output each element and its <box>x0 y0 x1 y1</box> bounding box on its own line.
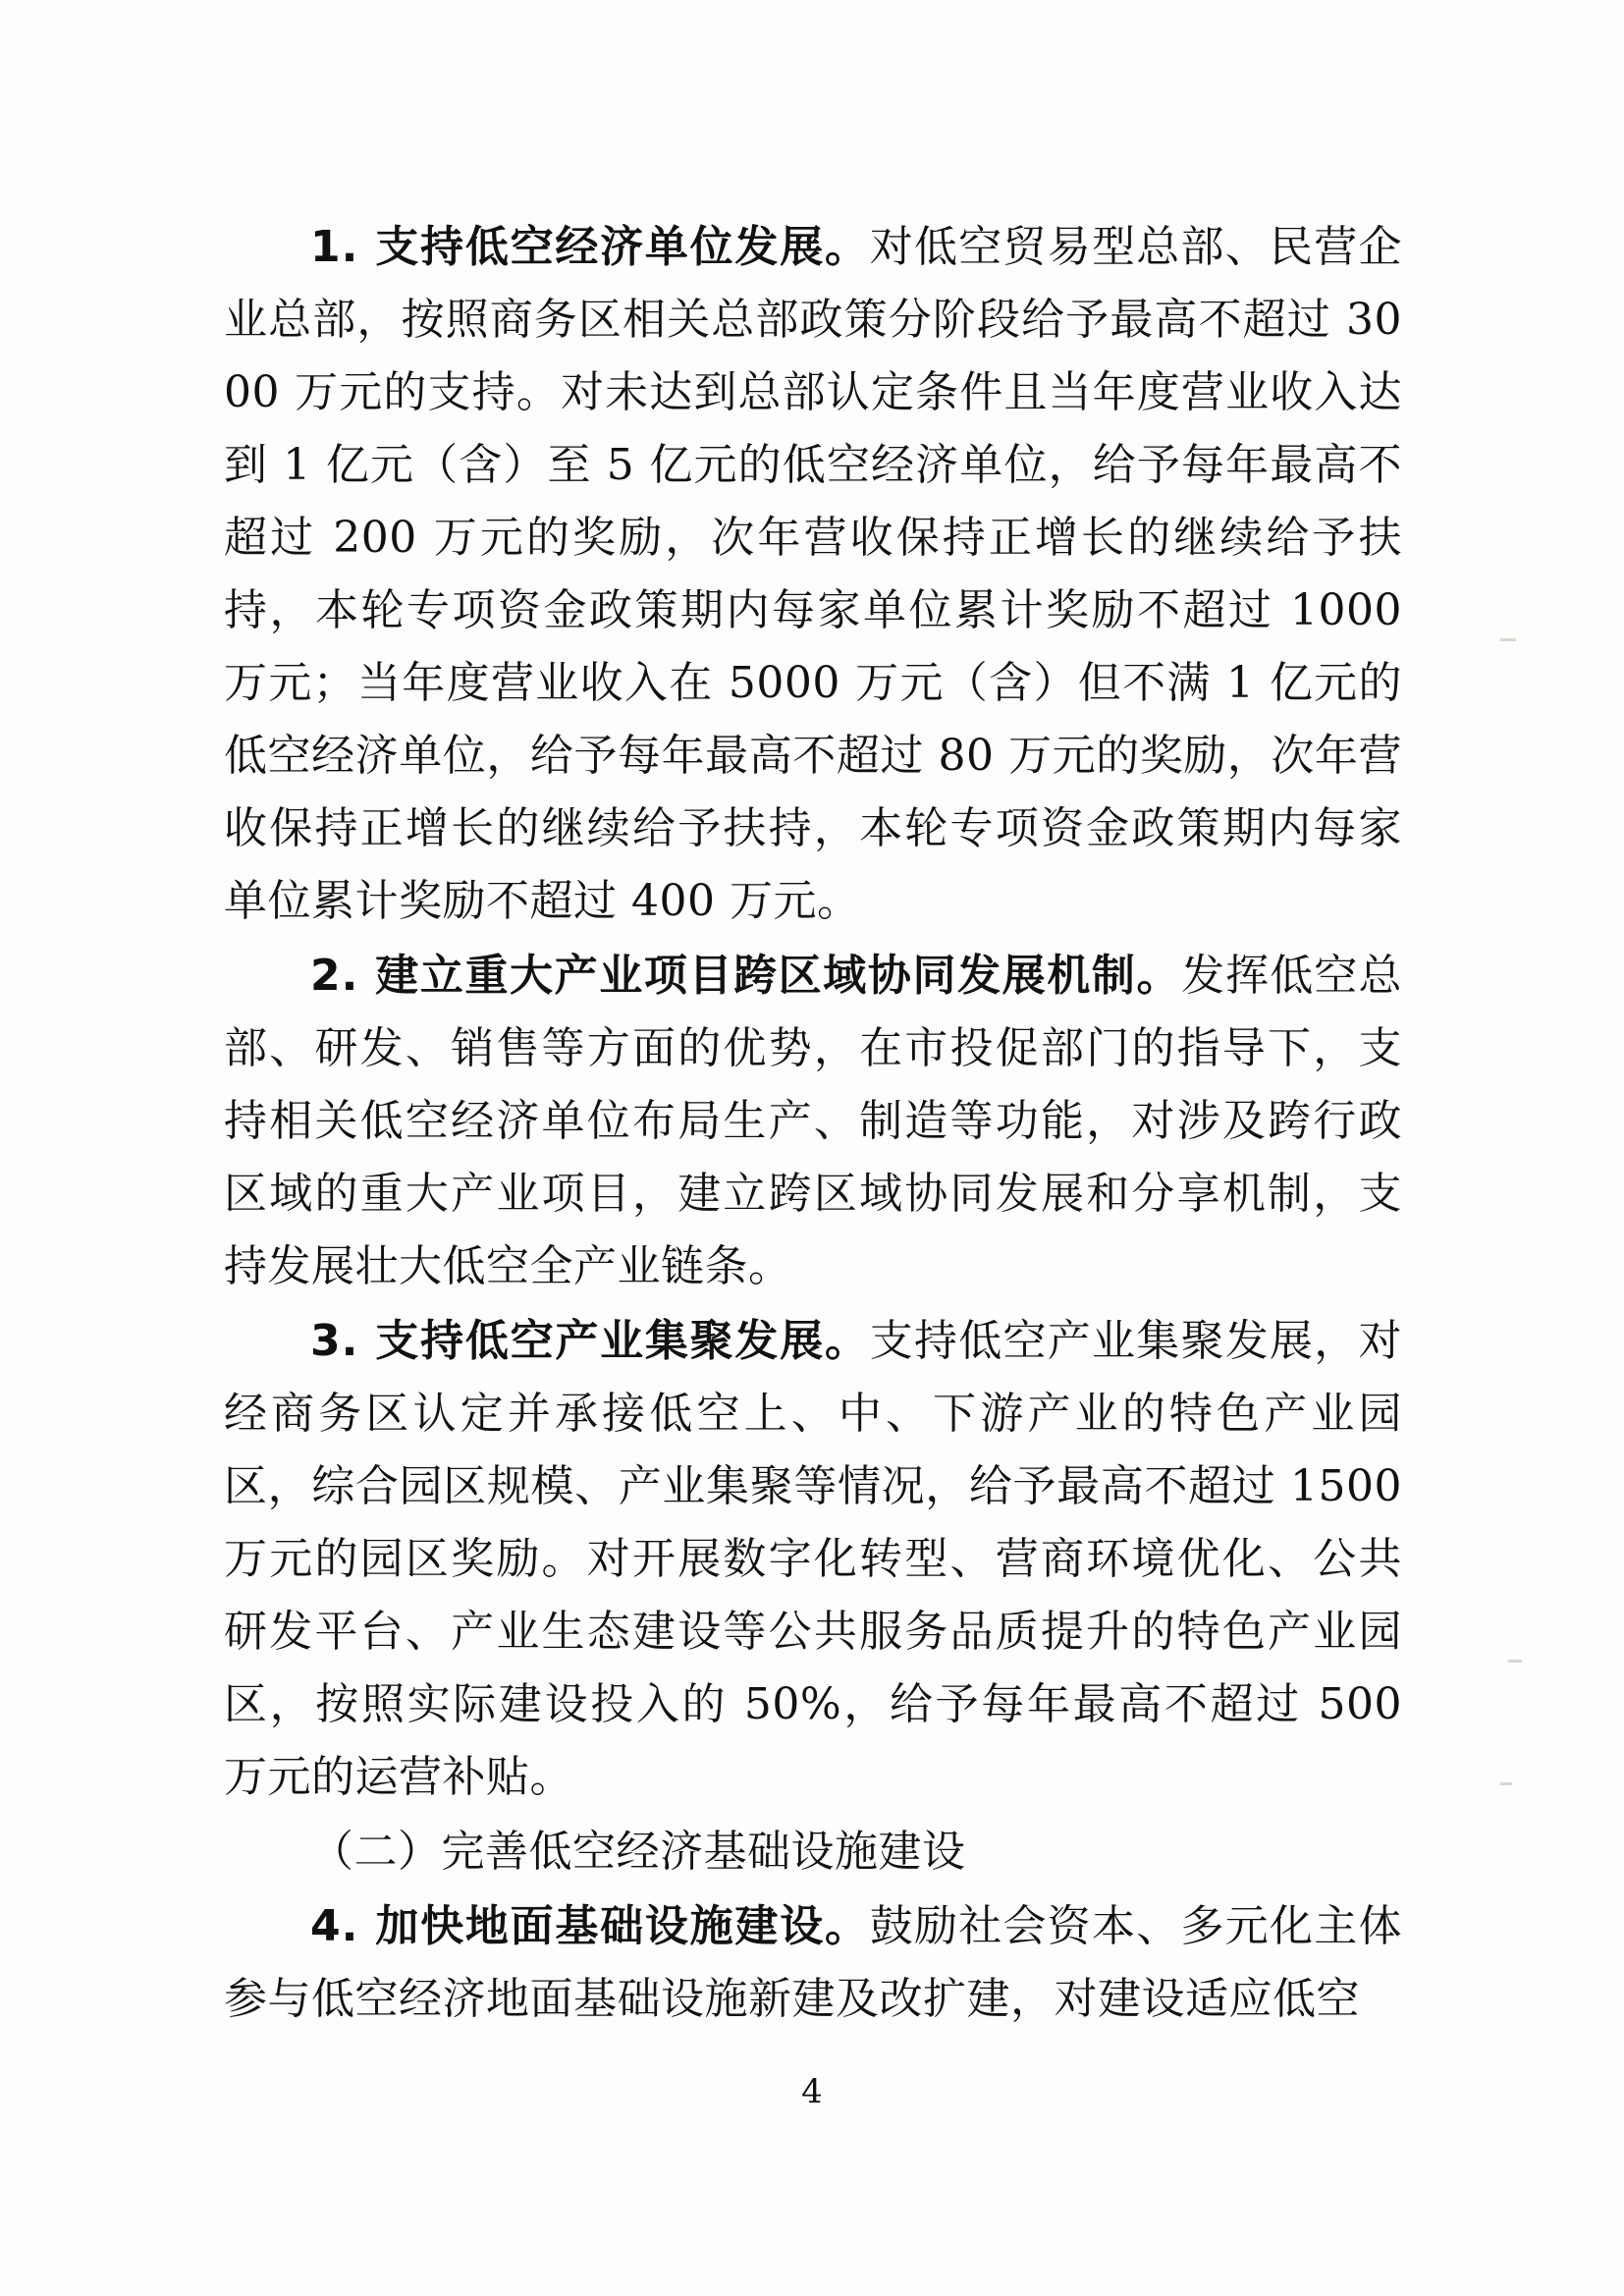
paragraph-item-4 <box>224 1890 1402 2036</box>
page-edge-mark <box>1500 638 1516 641</box>
paragraph-heading: 1. 支持低空经济单位发展。 <box>310 222 870 272</box>
paragraph-heading: 2. 建立重大产业项目跨区域协同发展机制。 <box>310 951 1182 1001</box>
page-number: 4 <box>801 2072 823 2111</box>
paragraph-text: 对低空贸易型总部、民营企业总部，按照商务区相关总部政策分阶段给予最高不超过 3000 万元的支持。对未达到总部认定条件且当年度营业收入达到 1 亿元（含）至 5 亿元的低空经济单位，给予每年最高不超过 200 万元的奖励，次年营收保持正增长的继续给予扶持，本轮专项资金政策期内每家单位累计奖励不超过 1000 万元；当年度营业收入在 5000 万元（含）但不满 1 亿元的低空经济单位，给予每年最高不超过 80 万元的奖励，次年营收保持正增长的继续给予扶持，本轮专项资金政策期内每家单位累计奖励不超过 400 万元。 <box>224 222 1402 926</box>
paragraph-text: 鼓励社会资本、多元化主体参与低空经济地面基础设施新建及改扩建，对建设适应低空 <box>224 1901 1402 2024</box>
page-edge-mark <box>1508 1660 1522 1663</box>
paragraph-text: （二）完善低空经济基础设施建设 <box>310 1827 966 1877</box>
paragraph-item-3 <box>224 1305 1402 1814</box>
paragraph-section-2 <box>224 1816 1402 1888</box>
paragraph-heading: 3. 支持低空产业集聚发展。 <box>310 1316 870 1366</box>
paragraph-item-2 <box>224 940 1402 1303</box>
paragraph-item-1 <box>224 211 1402 938</box>
document-body <box>224 211 1402 2038</box>
paragraph-text: 支持低空产业集聚发展，对经商务区认定并承接低空上、中、下游产业的特色产业园区，综合园区规模、产业集聚等情况，给予最高不超过 1500 万元的园区奖励。对开展数字化转型、营商环境优化、公共研发平台、产业生态建设等公共服务品质提升的特色产业园区，按照实际建设投入的 50%，给予每年最高不超过 500 万元的运营补贴。 <box>224 1316 1402 1802</box>
page-edge-mark <box>1500 1782 1512 1785</box>
paragraph-text: 发挥低空总部、研发、销售等方面的优势，在市投促部门的指导下，支持相关低空经济单位布局生产、制造等功能，对涉及跨行政区域的重大产业项目，建立跨区域协同发展和分享机制，支持发展壮大低空全产业链条。 <box>224 951 1403 1291</box>
paragraph-heading: 4. 加快地面基础设施建设。 <box>310 1901 870 1951</box>
